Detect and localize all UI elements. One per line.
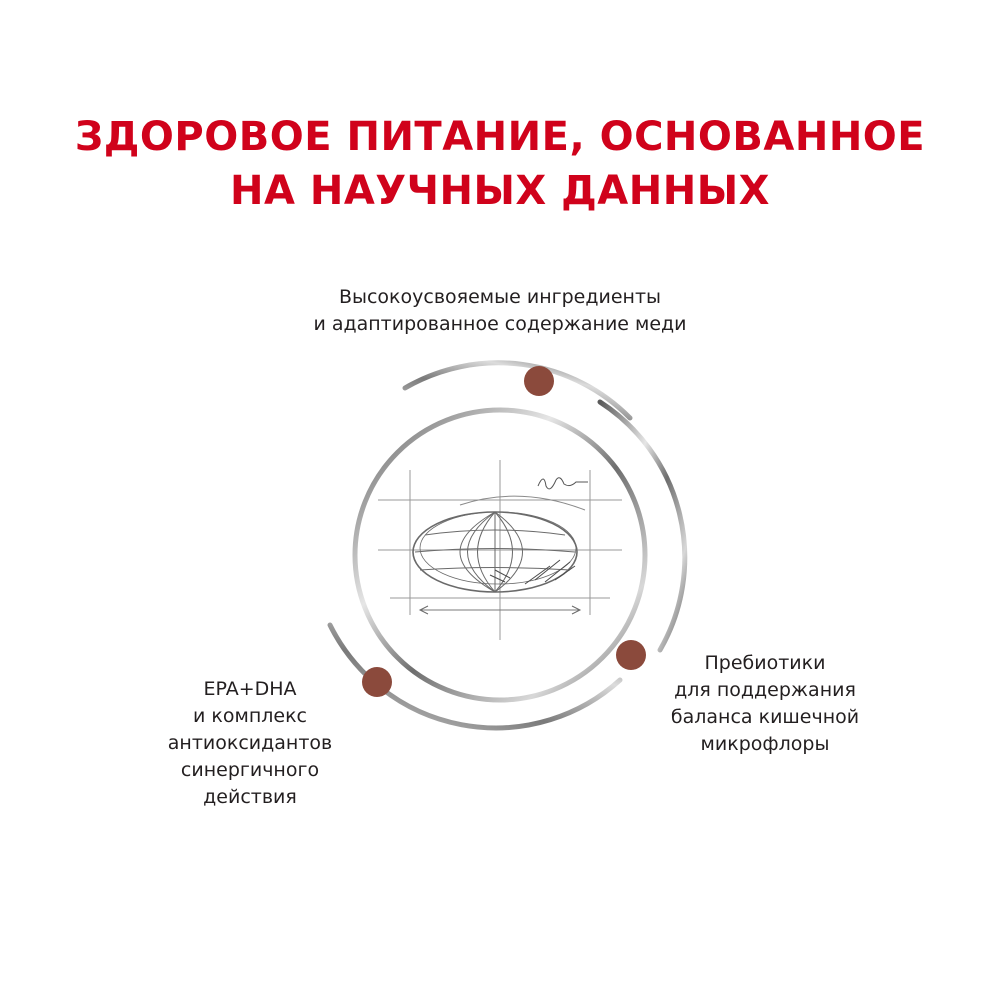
feature-antioxidants-line-4: синергичного bbox=[180, 759, 320, 781]
feature-digestibility-line-1: Высокоусвояемые ингредиенты bbox=[338, 286, 662, 308]
feature-prebiotics-line-3: баланса кишечной bbox=[670, 706, 860, 728]
feature-prebiotics-line-1: Пребиотики bbox=[704, 652, 826, 674]
feature-digestibility bbox=[240, 284, 760, 338]
feature-antioxidants bbox=[120, 676, 380, 811]
feature-prebiotics-line-2: для поддержания bbox=[674, 679, 856, 701]
page-title-line-1: ЗДОРОВОЕ ПИТАНИЕ, ОСНОВАННОЕ bbox=[74, 114, 926, 160]
feature-prebiotics bbox=[630, 650, 900, 758]
page-title-line-2: НА НАУЧНЫХ ДАННЫХ bbox=[230, 168, 770, 214]
feature-antioxidants-line-2: и комплекс bbox=[193, 705, 307, 727]
feature-digestibility-line-2: и адаптированное содержание меди bbox=[313, 313, 687, 335]
feature-antioxidants-line-1: EPA+DHA bbox=[203, 678, 297, 700]
feature-prebiotics-line-4: микрофлоры bbox=[700, 733, 830, 755]
feature-antioxidants-line-5: действия bbox=[203, 786, 297, 808]
feature-antioxidants-line-3: антиоксидантов bbox=[167, 732, 333, 754]
kibble-sketch-icon bbox=[378, 460, 622, 640]
bullet-dot-icon-top bbox=[524, 366, 554, 396]
